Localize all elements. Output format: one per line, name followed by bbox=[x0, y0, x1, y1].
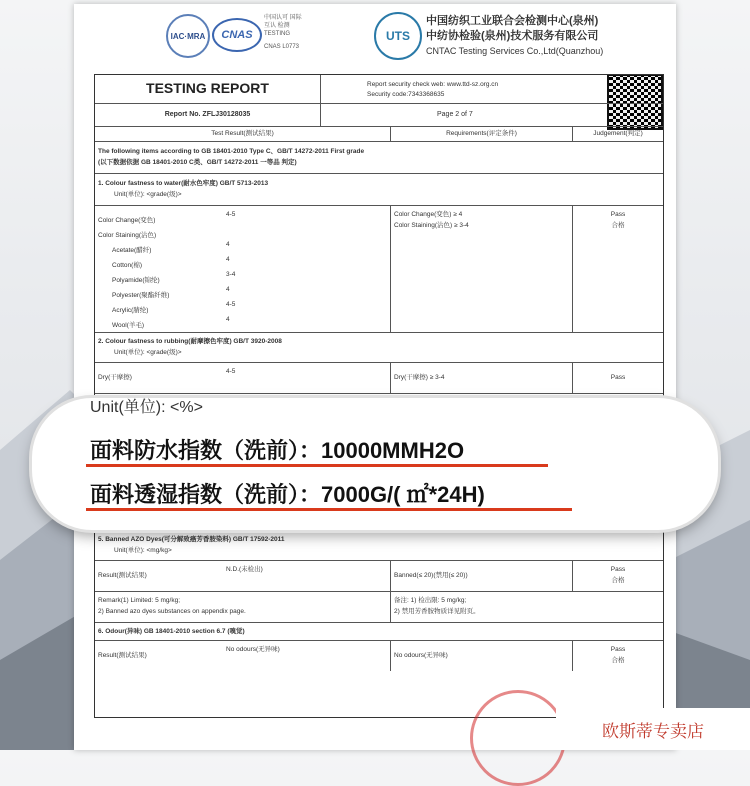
section-1-row-label: Acrylic(腈纶) bbox=[112, 307, 149, 314]
section-6-title: 6. Odour(异味) GB 18401-2010 section 6.7 (嗅觉) bbox=[98, 628, 245, 635]
waterproof-index-line: 面料防水指数（洗前）：10000MMH2O bbox=[90, 438, 465, 463]
section-1-row-label: Color Staining(沾色) bbox=[98, 232, 157, 239]
section-1-judgement-cn: 合格 bbox=[611, 222, 625, 229]
section-1-row bbox=[98, 314, 390, 329]
section-2-judgement: Pass bbox=[610, 374, 626, 381]
section-5-unit: Unit(单位): <mg/kg> bbox=[114, 547, 172, 554]
section-6-result-label: Result(测试结果) bbox=[98, 652, 147, 659]
col-requirements: Requirements(评定条件) bbox=[391, 127, 573, 141]
section-1-row bbox=[98, 254, 390, 269]
breathability-index-line: 面料透湿指数（洗前）：7000G/( ㎡*24H) bbox=[90, 482, 485, 507]
section-1-row-value: 3-4 bbox=[226, 271, 236, 278]
section-1-row-value: 4 bbox=[226, 286, 230, 293]
lab-organization bbox=[426, 14, 603, 59]
section-1-row-value: 4 bbox=[226, 256, 230, 263]
section-6-judgement: Pass bbox=[610, 646, 626, 653]
section-1-row-label: Color Change(变色) bbox=[98, 217, 156, 224]
magnifier-lens bbox=[32, 398, 718, 530]
org-name-en: CNTAC Testing Services Co.,Ltd(Quanzhou) bbox=[426, 46, 604, 56]
shop-name-watermark: 欧斯蒂专卖店 bbox=[556, 708, 750, 750]
ilac-mra-logo bbox=[166, 14, 210, 58]
cnas-logo bbox=[212, 18, 262, 52]
test-report-paper bbox=[74, 4, 676, 750]
report-header-logos bbox=[74, 4, 676, 66]
section-1-results bbox=[95, 206, 391, 332]
section-6-req: No odours(无异味) bbox=[394, 652, 448, 659]
section-5-remark-2: 2) Banned azo dyes substances on appendix page. bbox=[98, 608, 246, 615]
section-5-remark-1: Remark(1) Limited: 5 mg/kg; bbox=[98, 597, 180, 604]
section-1-title: 1. Colour fastness to water(耐水色牢度) GB/T 5713-2013 bbox=[98, 180, 269, 187]
ilac-mra-logo-text: IAC·MRA bbox=[170, 31, 206, 41]
section-5-req: Banned(≤ 20)(禁用(≤ 20)) bbox=[394, 572, 468, 579]
section-2-dry-req: Dry(干摩擦) ≥ 3-4 bbox=[394, 374, 445, 381]
security-check-web: Report security check web: www.ttd-sz.org.cn bbox=[367, 81, 499, 88]
section-1-req-staining: Color Staining(沾色) ≥ 3-4 bbox=[394, 222, 469, 229]
section-5-remark-cn-2: 2) 禁用芳香胺物质详见附页。 bbox=[394, 608, 480, 615]
section-1-row-label: Acetate(醋纤) bbox=[112, 247, 152, 254]
section-1-req-change: Color Change(变色) ≥ 4 bbox=[394, 211, 463, 218]
org-name-cn-1: 中国纺织工业联合会检测中心(泉州) bbox=[426, 15, 599, 27]
section-1-row bbox=[98, 224, 390, 239]
section-1-row-label: Wool(羊毛) bbox=[112, 322, 145, 329]
col-judgement: Judgement(判定) bbox=[593, 130, 643, 137]
uts-logo-text: UTS bbox=[386, 29, 410, 43]
section-1-row-value: 4 bbox=[226, 316, 230, 323]
section-5-remark-cn-1: 备注: 1) 检出限: 5 mg/kg; bbox=[394, 597, 467, 604]
section-1-row bbox=[98, 284, 390, 299]
col-test-result: Test Result(测试结果) bbox=[95, 127, 391, 141]
section-1-judgement: Pass bbox=[610, 211, 626, 218]
section-5-judgement-cn: 合格 bbox=[611, 577, 625, 584]
waterproof-underline bbox=[86, 464, 548, 467]
cnas-accreditation-text: 中国认可 国际互认 检测 TESTING bbox=[264, 15, 302, 37]
section-2-title: 2. Colour fastness to rubbing(耐摩擦色牢度) GB/T 3920-2008 bbox=[98, 338, 282, 345]
section-1-row bbox=[98, 209, 390, 224]
intro-standards-en: The following items according to GB 18401-2010 Type C、GB/T 14272-2011 First grade bbox=[98, 148, 365, 155]
security-code: Security code:7343368635 bbox=[367, 91, 445, 98]
report-title: TESTING REPORT bbox=[95, 75, 321, 103]
section-5-result-label: Result(测试结果) bbox=[98, 572, 147, 579]
section-1-row bbox=[98, 269, 390, 284]
org-name-cn-2: 中纺协检验(泉州)技术服务有限公司 bbox=[426, 30, 599, 42]
section-1-row bbox=[98, 299, 390, 314]
report-number: Report No. ZFLJ30128035 bbox=[95, 104, 321, 126]
section-1-row-label: Polyamide(锦纶) bbox=[112, 277, 160, 284]
section-1-row bbox=[98, 239, 390, 254]
section-2-dry-label: Dry(干摩擦) bbox=[98, 374, 132, 381]
section-6-result-value: No odours(无异味) bbox=[226, 646, 280, 653]
section-5-result-value: N.D.(未检出) bbox=[226, 566, 263, 573]
section-1-row-value: 4-5 bbox=[226, 301, 236, 308]
cnas-logo-text: CNAS bbox=[221, 29, 253, 41]
section-1-unit: Unit(单位): <grade(级)> bbox=[114, 191, 182, 198]
red-seal-stamp bbox=[470, 690, 566, 786]
section-1-row-label: Polyester(聚酯纤维) bbox=[112, 292, 170, 299]
section-5-title: 5. Banned AZO Dyes(可分解致癌芳香胺染料) GB/T 17592-2011 bbox=[98, 536, 285, 543]
uts-logo bbox=[374, 12, 422, 60]
section-1-row-value: 4 bbox=[226, 241, 230, 248]
breathability-underline bbox=[86, 508, 572, 511]
intro-standards-cn: (以下数据依据 GB 18401-2010 C类、GB/T 14272-2011 一等品 判定) bbox=[98, 159, 297, 166]
cnas-code: CNAS L0773 bbox=[264, 44, 300, 50]
section-1-row-label: Cotton(棉) bbox=[112, 262, 142, 269]
page-number: Page 2 of 7 bbox=[437, 111, 473, 118]
section-1-row-value: 4-5 bbox=[226, 211, 236, 218]
report-table bbox=[94, 74, 664, 718]
section-5-judgement: Pass bbox=[610, 566, 626, 573]
section-2-unit: Unit(单位): <grade(级)> bbox=[114, 349, 182, 356]
magnified-unit-line: Unit(单位): <%> bbox=[90, 399, 203, 416]
section-6-judgement-cn: 合格 bbox=[611, 657, 625, 664]
section-2-dry-value: 4-5 bbox=[226, 368, 236, 375]
